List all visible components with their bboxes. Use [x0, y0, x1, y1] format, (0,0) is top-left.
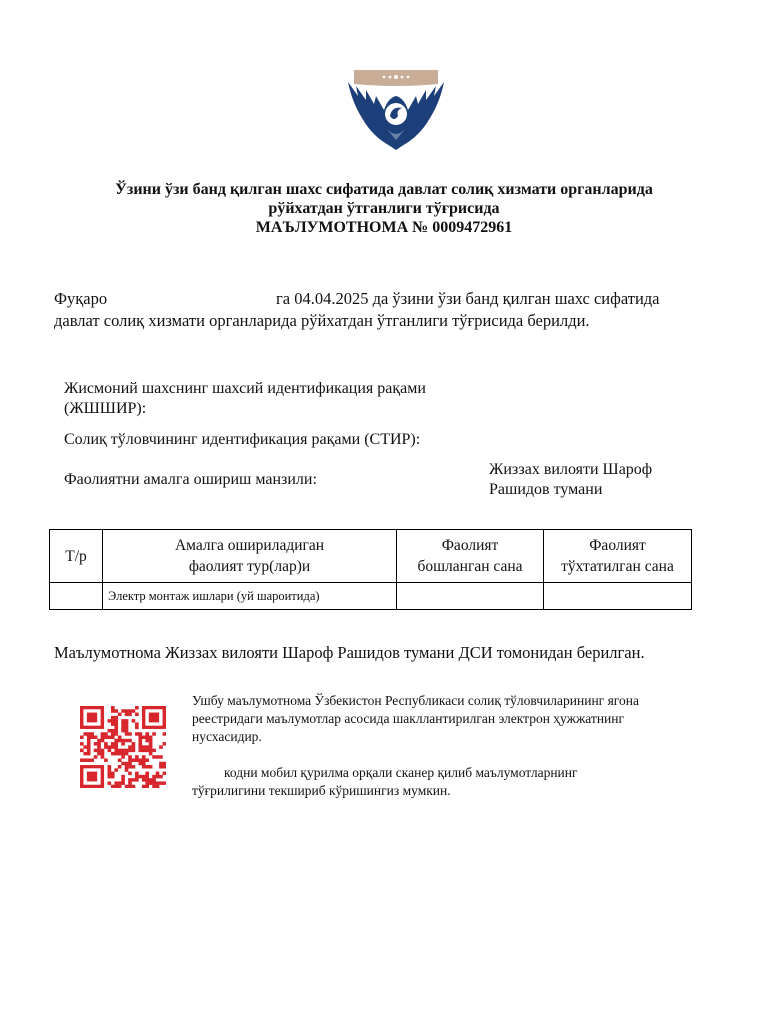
- title-line-1: Ўзини ўзи банд қилган шахс сифатида давлат солиқ хизмати органларида: [115, 181, 653, 198]
- document-title: [0, 180, 768, 237]
- col-header-activity: [103, 530, 397, 583]
- col-header-number: Т/р: [50, 530, 103, 583]
- certificate-number: МАЪЛУМОТНОМА № 0009472961: [255, 219, 513, 236]
- col-header-end-date: [544, 530, 692, 583]
- col-header-activity-line-1: Амалга ошириладиган: [174, 537, 325, 554]
- certificate-statement: [54, 288, 714, 332]
- address-label: Фаолиятни амалга ошириш манзили:: [64, 471, 317, 488]
- cell-activity: Электр монтаж ишлари (уй шароитида): [103, 583, 397, 610]
- col-header-end-line-2: тўхтатилган сана: [561, 558, 674, 575]
- verification-note: [192, 692, 752, 800]
- note-line-4: кодни мобил қурилма орқали сканер қилиб маълумотларнинг: [224, 765, 578, 780]
- table-row: [50, 583, 692, 610]
- address-value-line-2: Рашидов тумани: [489, 481, 603, 498]
- note-line-2: реестридаги маълумотлар асосида шакллантирилган электрон ҳужжатнинг: [192, 711, 625, 726]
- pinfl-label-line-1: Жисмоний шахснинг шахсий идентификация рақами: [64, 380, 426, 397]
- activities-table: [49, 529, 692, 610]
- note-line-3: нусхасидир.: [192, 729, 262, 744]
- col-header-start-line-2: бошланган сана: [417, 558, 523, 575]
- col-header-start-line-1: Фаолият: [441, 537, 499, 554]
- issued-by-text: Маълумотнома Жиззах вилояти Шароф Рашидов тумани ДСИ томонидан берилган.: [54, 643, 645, 662]
- pinfl-label: [64, 379, 426, 419]
- col-header-start-date: [397, 530, 544, 583]
- stir-label: Солиқ тўловчининг идентификация рақами (СТИР):: [64, 431, 421, 448]
- cell-number: [50, 583, 103, 610]
- col-header-end-line-1: Фаолият: [589, 537, 646, 554]
- eagle-emblem-icon: [346, 66, 446, 152]
- note-line-1: Ушбу маълумотнома Ўзбекистон Республикаси солиқ тўловчиларининг ягона: [192, 693, 639, 708]
- address-value: [489, 460, 652, 500]
- address-value-line-1: Жиззах вилояти Шароф: [489, 461, 653, 478]
- cell-end-date: [544, 583, 692, 610]
- col-header-activity-line-2: фаолият тур(лар)и: [188, 558, 311, 575]
- citizen-label: Фуқаро: [54, 289, 108, 308]
- title-line-2: рўйхатдан ўтганлиги тўғрисида: [268, 200, 500, 217]
- statement-line-2: давлат солиқ хизмати органларида рўйхатдан ўтганлиги тўғрисида берилди.: [54, 311, 590, 330]
- pinfl-label-line-2: (ЖШШИР):: [64, 400, 147, 417]
- note-line-5: тўғрилигини текшириб кўришингиз мумкин.: [192, 783, 451, 798]
- qr-code-icon[interactable]: [80, 706, 166, 788]
- registration-date-text: га 04.04.2025 да ўзини ўзи банд қилган шахс сифатида: [276, 289, 660, 308]
- table-header-row: [50, 530, 692, 583]
- cell-start-date: [397, 583, 544, 610]
